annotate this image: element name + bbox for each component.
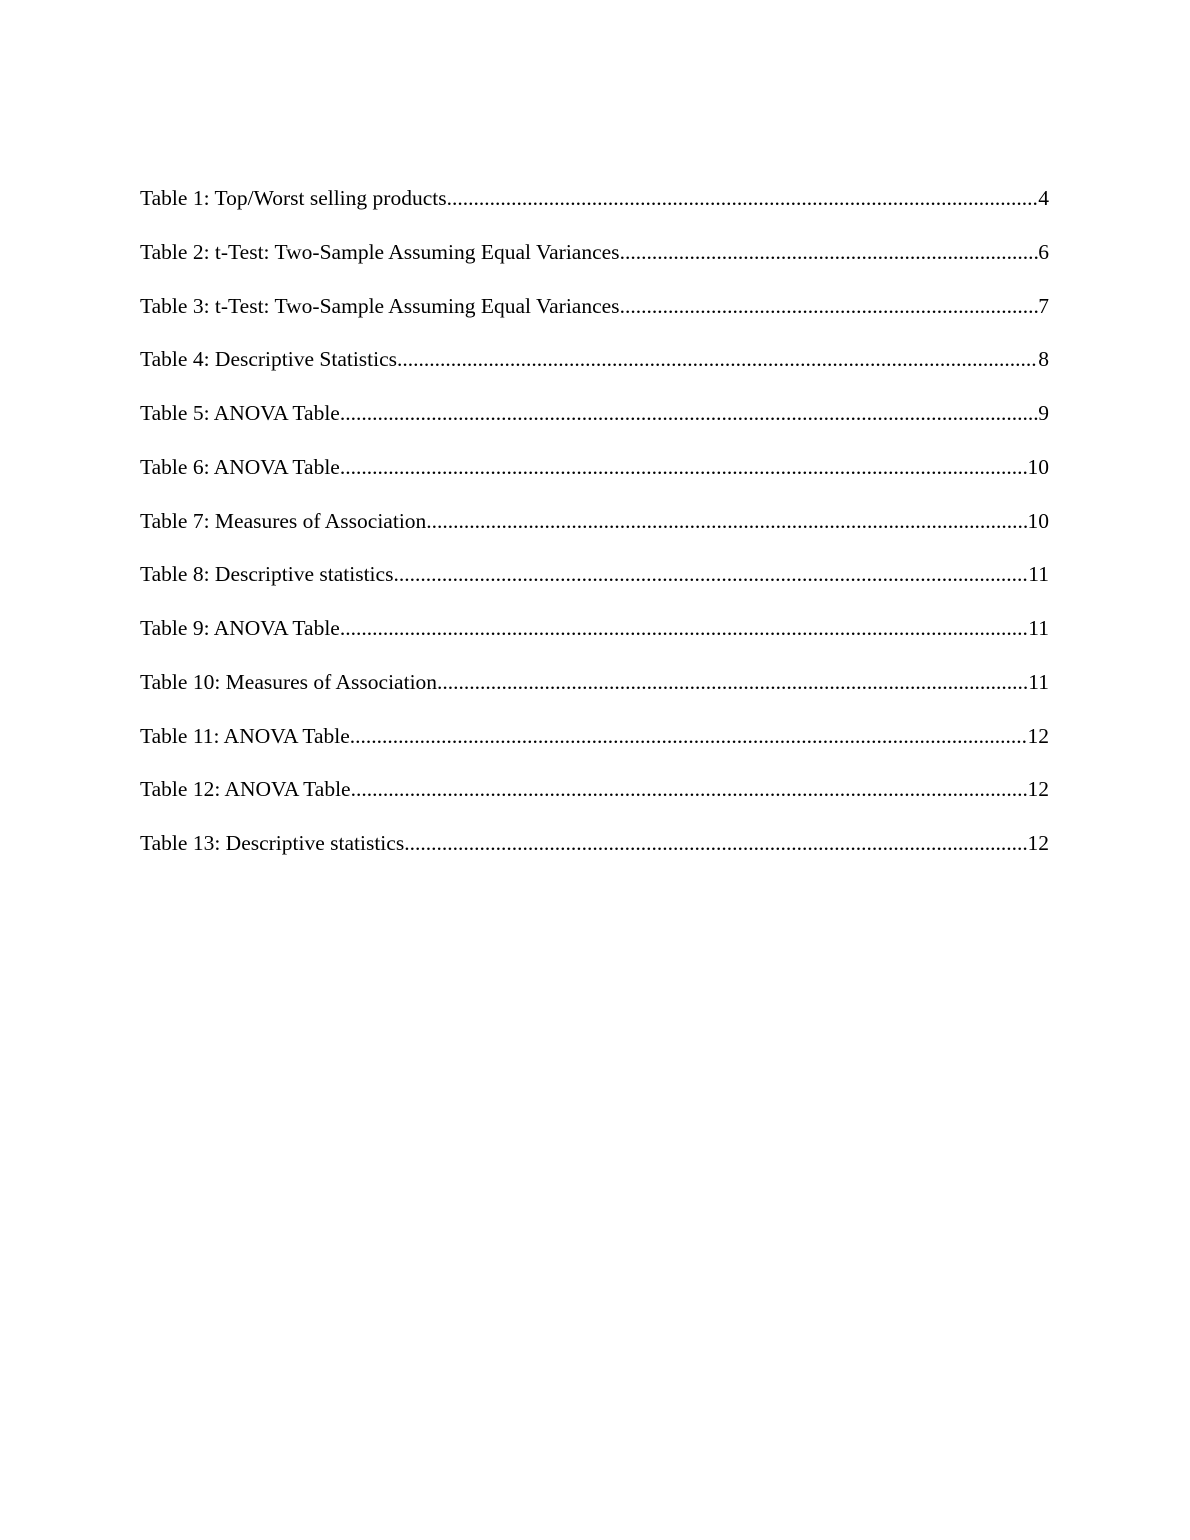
toc-entry-page-number: 11: [1028, 669, 1049, 694]
toc-entry-5[interactable]: [140, 399, 1049, 453]
toc-entry-10[interactable]: [140, 668, 1049, 722]
toc-entry-page-number: 11: [1028, 562, 1049, 587]
toc-entry-9[interactable]: [140, 614, 1049, 668]
toc-entry-title: Table 10: Measures of Association: [140, 669, 438, 694]
toc-entry-1[interactable]: [140, 184, 1049, 238]
toc-entry-title: Table 7: Measures of Association: [140, 508, 427, 533]
toc-dot-leader: [340, 399, 1038, 428]
toc-dot-leader: [393, 560, 1028, 589]
toc-entry-12[interactable]: [140, 775, 1049, 829]
toc-entry-page-number: 6: [1038, 239, 1049, 264]
toc-entry-title: Table 9: ANOVA Table: [140, 616, 340, 640]
toc-entry-page-number: 11: [1028, 616, 1049, 640]
toc-dot-leader: [426, 507, 1027, 536]
toc-entry-title: Table 8: Descriptive statistics: [140, 562, 394, 587]
toc-entry-page-number: 12: [1027, 831, 1049, 855]
toc-entry-page-number: 7: [1038, 293, 1049, 318]
toc-entry-page-number: 10: [1027, 454, 1049, 479]
toc-dot-leader: [340, 614, 1028, 643]
toc-entry-title: Table 12: ANOVA Table: [140, 777, 351, 802]
toc-dot-leader: [397, 345, 1038, 374]
toc-entry-2[interactable]: [140, 238, 1049, 292]
toc-entry-11[interactable]: [140, 722, 1049, 776]
toc-entry-page-number: 12: [1027, 723, 1049, 748]
toc-entry-7[interactable]: [140, 507, 1049, 561]
toc-entry-page-number: 4: [1038, 186, 1049, 210]
toc-entry-title: Table 13: Descriptive statistics: [140, 831, 405, 855]
toc-entry-title: Table 5: ANOVA Table: [140, 401, 340, 425]
toc-entry-3[interactable]: [140, 292, 1049, 346]
toc-entry-page-number: 12: [1027, 777, 1049, 802]
toc-entry-8[interactable]: [140, 560, 1049, 614]
toc-dot-leader: [447, 184, 1039, 213]
toc-entry-4[interactable]: [140, 345, 1049, 399]
toc-dot-leader: [620, 238, 1039, 267]
toc-entry-title: Table 11: ANOVA Table: [140, 723, 350, 748]
toc-entry-6[interactable]: [140, 453, 1049, 507]
toc-entry-page-number: 8: [1038, 347, 1049, 372]
toc-dot-leader: [340, 453, 1028, 482]
toc-dot-leader: [620, 292, 1039, 321]
toc-entry-page-number: 9: [1038, 401, 1049, 425]
toc-entry-title: Table 4: Descriptive Statistics: [140, 347, 398, 372]
toc-dot-leader: [351, 775, 1028, 804]
toc-dot-leader: [437, 668, 1028, 697]
toc-entry-13[interactable]: [140, 829, 1049, 883]
toc-entry-title: Table 3: t-Test: Two-Sample Assuming Equal Variances: [140, 293, 620, 318]
toc-dot-leader: [404, 829, 1027, 858]
toc-entry-page-number: 10: [1027, 508, 1049, 533]
toc-entry-title: Table 1: Top/Worst selling products: [140, 186, 447, 210]
toc-entry-title: Table 2: t-Test: Two-Sample Assuming Equal Variances: [140, 239, 620, 264]
table-of-tables: [140, 184, 1049, 883]
toc-dot-leader: [350, 722, 1028, 751]
toc-entry-title: Table 6: ANOVA Table: [140, 454, 340, 479]
